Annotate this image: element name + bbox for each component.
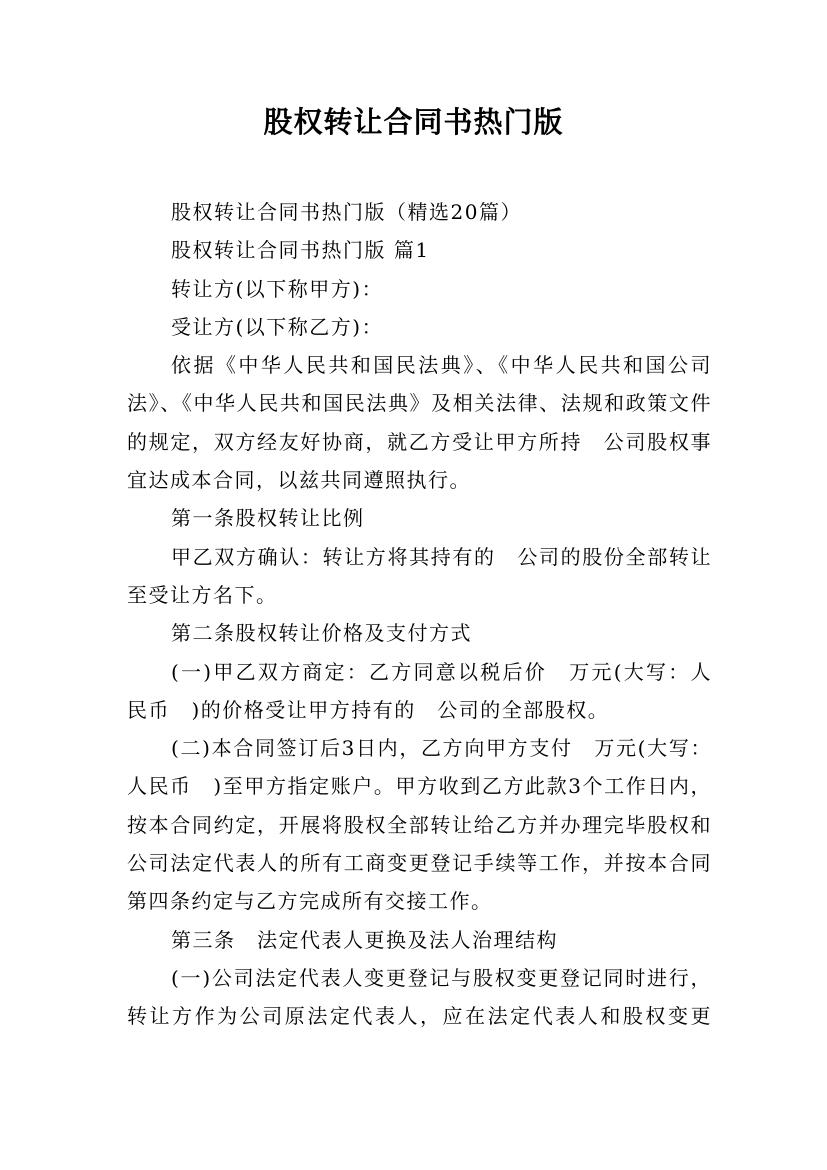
document-body	[127, 193, 712, 1036]
paragraph-article-2-item-1: (一)甲乙双方商定：乙方同意以税后价 万元(大写：人民币 )的价格受让甲方持有的 公司的全部股权。	[127, 659, 712, 722]
paragraph-article-3-item-1: (一)公司法定代表人变更登记与股权变更登记同时进行，转让方作为公司原法定代表人，应在法定代表人和股权变更	[127, 965, 712, 1029]
paragraph-transferee: 受让方(以下称乙方)：	[171, 314, 384, 339]
paragraph-article-1-body: 甲乙双方确认：转让方将其持有的 公司的股份全部转让至受让方名下。	[127, 544, 712, 607]
paragraph-article-1-heading: 第一条股权转让比例	[171, 506, 365, 531]
paragraph-section-heading: 股权转让合同书热门版 篇1	[171, 238, 430, 263]
paragraph-article-2-item-2: (二)本合同签订后3日内，乙方向甲方支付 万元(大写：人民币 )至甲方指定账户。甲方收到乙方此款3个工作日内，按本合同约定，开展将股权全部转让给乙方并办理完毕股权和公司法定代表人的所有工商变更登记手续等工作，并按本合同第四条约定与乙方完成所有交接工作。	[127, 736, 712, 914]
paragraph-preamble: 依据《中华人民共和国民法典》、《中华人民共和国公司法》、《中华人民共和国民法典》及相关法律、法规和政策文件的规定，双方经友好协商，就乙方受让甲方所持 公司股权事宜达成本合同，以兹共同遵照执行。	[127, 353, 712, 493]
document-title: 股权转让合同书热门版	[263, 105, 564, 139]
paragraph-article-2-heading: 第二条股权转让价格及支付方式	[171, 621, 472, 646]
paragraph-transferor: 转让方(以下称甲方)：	[171, 276, 384, 301]
paragraph-article-3-heading: 第三条 法定代表人更换及法人治理结构	[171, 927, 558, 952]
paragraph-subtitle: 股权转让合同书热门版（精选20篇）	[171, 200, 522, 224]
